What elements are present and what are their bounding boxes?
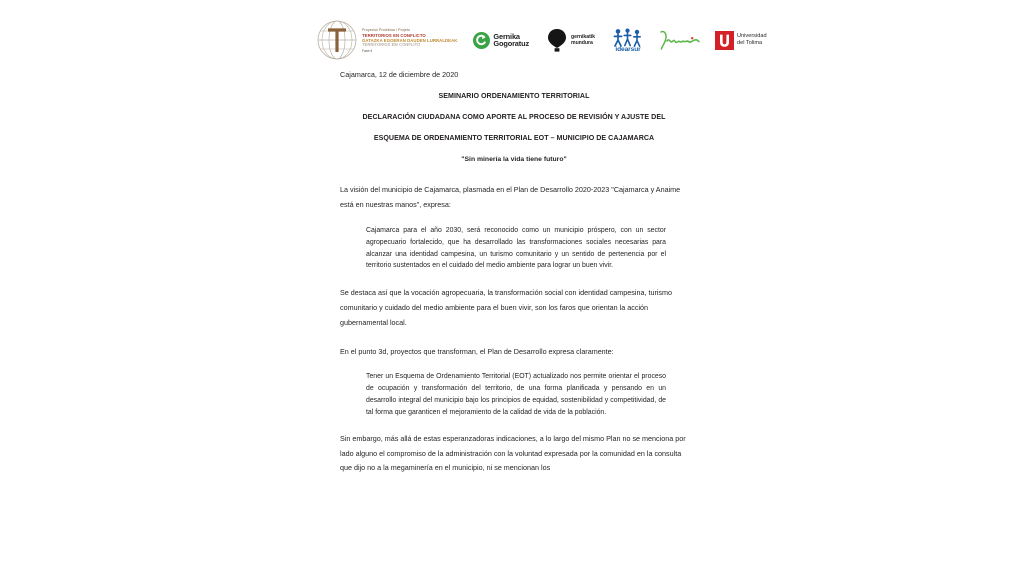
gernika-line-1: Gernika xyxy=(493,31,520,41)
quote-block-2: Tener un Esquema de Ordenamiento Territorial (EOT) actualizado nos permite orientar el proceso de ocupación y transformación del territorio, de una forma planificada y pensando en un desarrollo integral del municipio bajo los principios de equidad, sostenibilidad y competitividad, de tal forma que garanticen el mejoramiento de la calidad de vida de la población. xyxy=(366,373,666,416)
paragraph-2: Se destaca así que la vocación agropecuaria, la transformación social con identidad campesina, turismo comunitario y cuidado del medio ambiente para el buen vivir, son los faros que orientan la acción gubernamental local. xyxy=(340,288,673,327)
balloon-text-block xyxy=(571,34,595,47)
paragraph-4: Sin embargo, más allá de estas esperanzadoras indicaciones, a lo largo del mismo Plan no se menciona por lado alguno el compromiso de la administración con la voluntad expresada por la comunidad en la consulta que dijo no a la megaminería en el municipio, ni se mencionan los xyxy=(340,433,686,473)
idearsur-figures-icon xyxy=(613,28,643,47)
document-slogan: "Sin minería la vida tiene futuro" xyxy=(461,156,567,164)
tolima-line-2: del Tolima xyxy=(737,40,763,46)
paragraph-3: En el punto 3d, proyectos que transforman, el Plan de Desarrollo expresa claramente: xyxy=(340,346,614,356)
logo-idearsur xyxy=(613,28,643,53)
balloon-line-1: gernikatik xyxy=(571,33,596,40)
gernika-spiral-icon xyxy=(473,32,490,49)
date-line: Cajamarca, 12 de diciembre de 2020 xyxy=(340,70,459,79)
balloon-line-2: mundura xyxy=(571,40,593,46)
tolima-u-icon xyxy=(715,31,734,50)
hot-air-balloon-icon xyxy=(547,28,567,53)
logo-territorios-en-conflicto xyxy=(316,19,457,61)
territorios-line-1: Proyectu/ Proiektua / Projeto xyxy=(362,28,411,33)
paragraph-1: La visión del municipio de Cajamarca, plasmada en el Plan de Desarrollo 2020-2023 "Cajamarca y Anaime está en nuestras manos", expresa: xyxy=(340,185,681,210)
logo-mundubat xyxy=(659,29,701,51)
gernika-text-block xyxy=(493,33,529,48)
gernika-line-2: Gogoratuz xyxy=(493,39,529,48)
document-title-line-3: ESQUEMA DE ORDENAMIENTO TERRITORIAL EOT – MUNICIPIO DE CAJAMARCA xyxy=(373,134,655,143)
mundubat-script-icon xyxy=(659,29,701,51)
document-title-line-2: DECLARACIÓN CIUDADANA COMO APORTE AL PROCESO DE REVISIÓN Y AJUSTE DEL xyxy=(362,113,666,122)
logo-universidad-del-tolima xyxy=(715,31,767,50)
document-title-line-1: SEMINARIO ORDENAMIENTO TERRITORIAL xyxy=(438,92,590,100)
territorios-line-5: Fase II xyxy=(362,48,373,53)
territorios-line-2: TERRITORIOS EN CONFLICTO xyxy=(362,32,426,38)
territorios-line-4: TERRITORIOS EM CONFLITO xyxy=(362,41,421,47)
territorios-text-block xyxy=(362,27,457,52)
globe-t-icon xyxy=(316,19,358,61)
partner-logo-band xyxy=(316,16,767,64)
document-body xyxy=(340,70,688,488)
idearsur-wordmark: idearsur xyxy=(615,45,641,53)
logo-gernikatik-mundura xyxy=(547,28,595,53)
quote-block-1: Cajamarca para el año 2030, será reconocido como un municipio próspero, con un sector agropecuario fortalecido, que ha desarrollado las transformaciones sociales necesarias para alcanzar una identidad campesina, un turismo comunitario y un sentido de pertenencia por el territorio sustentados en el cuidado del medio ambiente para lograr un buen vivir. xyxy=(366,226,666,270)
tolima-line-1: Universidad xyxy=(737,33,767,40)
title-block xyxy=(340,93,688,163)
territorios-line-3: GATAZKA EGOERAN DAUDEN LURRALDEAK xyxy=(362,37,458,43)
logo-gernika-gogoratuz xyxy=(473,32,529,49)
tolima-text-block xyxy=(737,33,767,47)
